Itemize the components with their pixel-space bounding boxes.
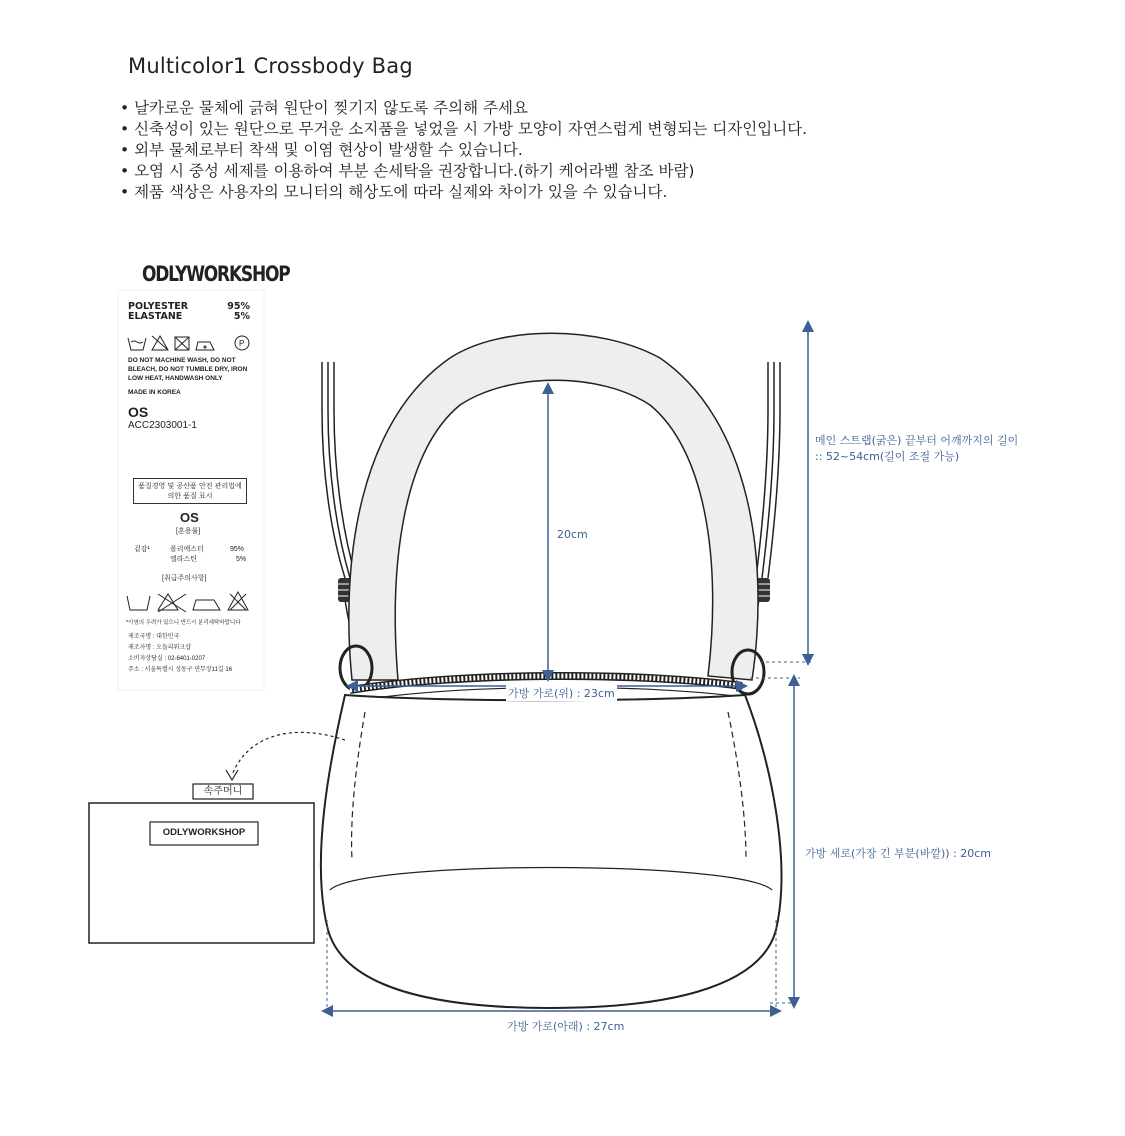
kr-mix-label: [혼용률] (176, 528, 201, 535)
padded-handle (349, 333, 758, 680)
size-label: OS (128, 404, 149, 420)
bag-body (321, 695, 782, 1008)
note-item: • 오염 시 중성 세제를 이용하여 부분 손세탁을 권장합니다.(하기 케어라벨 참조 바람) (120, 161, 807, 182)
kr-material-pct: 5% (236, 556, 247, 563)
kr-warning: *이염의 우려가 있으니 반드시 분리세탁바랍니다 (126, 620, 241, 626)
care-instructions: DO NOT MACHINE WASH, DO NOT BLEACH, DO NOT TUMBLE DRY, IRON LOW HEAT, HANDWASH ONLY (128, 357, 248, 382)
handle-height-text: 20cm (557, 528, 588, 541)
care-icons-en (128, 336, 249, 350)
strap-length-text: 메인 스트랩(굵은) 끝부터 어깨까지의 길이 (815, 434, 1019, 447)
kr-info: 제조국명 : 대한민국 제조자명 : 오들리워크샵 소비자상담실 : 02-6401-0207 주소 : 서울특별시 성동구 연무장11길 16 (128, 634, 233, 673)
label-brand: ODLYWORKSHOP (142, 262, 290, 287)
care-icons-kr (127, 592, 248, 612)
inner-pocket-brand: ODLYWORKSHOP (162, 827, 246, 838)
note-item: • 신축성이 있는 원단으로 무거운 소지품을 넣었을 시 가방 모양이 자연스럽게 변형되는 디자인입니다. (120, 119, 807, 140)
product-code: ACC2303001-1 (128, 420, 197, 431)
height-text: 가방 세로(가장 긴 부분(바깥)) : 20cm (805, 847, 992, 860)
kr-material-name: 폴리에스터 (170, 546, 204, 553)
note-item: • 날카로운 물체에 긁혀 원단이 찢기지 않도록 주의해 주세요 (120, 98, 807, 119)
kr-size-label: OS (180, 510, 199, 525)
strap-length-range: :: 52~54cm(길이 조절 가능) (815, 450, 960, 463)
kr-material-pct: 95% (230, 546, 245, 553)
kr-quality-box: 품질경영 및 공산품 안전 관리법에 의한 품질 표시 (133, 478, 247, 504)
svg-text:P: P (239, 339, 245, 348)
made-in: MADE IN KOREA (128, 389, 181, 396)
page-title: Multicolor1 Crossbody Bag (128, 54, 413, 78)
inner-pocket-label: 속주머니 (203, 786, 243, 797)
material-row: ELASTANE 5% (128, 311, 250, 322)
material-row: POLYESTER 95% (128, 301, 250, 312)
note-item: • 외부 물체로부터 착색 및 이염 현상이 발생할 수 있습니다. (120, 140, 807, 161)
kr-material-name: 엘라스틴 (170, 556, 198, 563)
kr-outer-label: 겉감¹ (134, 546, 150, 553)
note-item: • 제품 색상은 사용자의 모니터의 해상도에 따라 실제와 차이가 있을 수 있습니다. (120, 182, 807, 203)
care-label (120, 262, 290, 322)
top-width-text: 가방 가로(위) : 23cm (508, 687, 615, 700)
pocket-pointer-arrow (232, 732, 345, 775)
kr-care-title: [취급주의사항] (162, 575, 207, 582)
bottom-width-text: 가방 가로(아래) : 27cm (507, 1020, 625, 1033)
